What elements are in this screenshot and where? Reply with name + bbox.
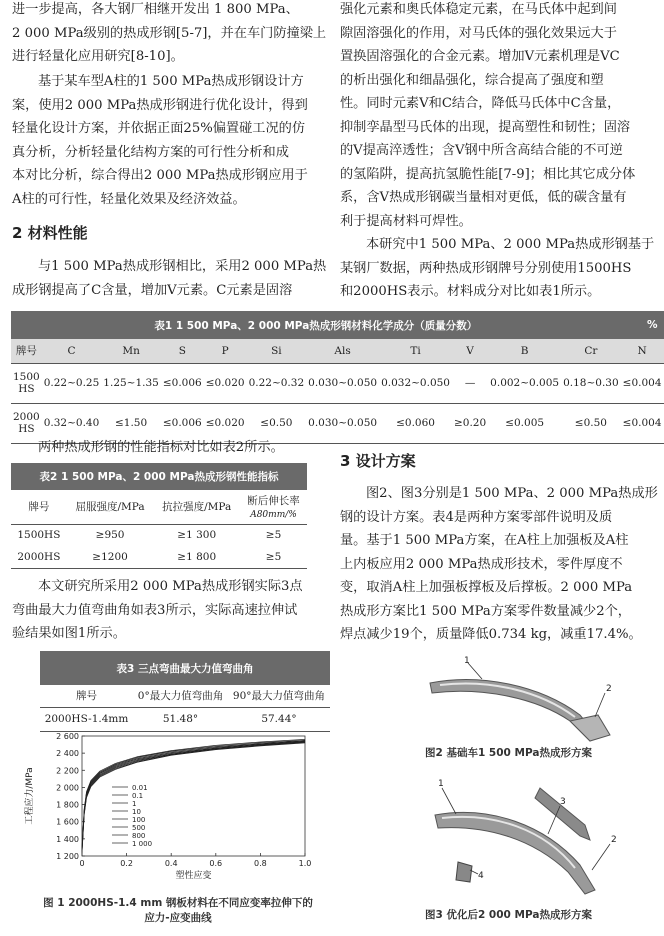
table-1-unit: % (646, 319, 658, 331)
grade-cell: HS (18, 383, 35, 395)
figure-3-a-pillar-illustration (420, 770, 630, 905)
table-cell: ≤0.060 (396, 417, 435, 429)
column-header: N (621, 339, 664, 363)
table-cell: 1.25~1.35 (103, 377, 159, 389)
caption-line: 图 1 2000HS-1.4 mm 钢板材料在不同应变率拉伸下的 (43, 897, 313, 909)
column-header: P (204, 339, 247, 363)
table-cell: ≤0.006 (162, 417, 202, 429)
table-cell: 0.32~0.40 (43, 417, 100, 429)
table-cell: 0.22~0.25 (43, 377, 100, 389)
part-label: 1 (464, 656, 470, 666)
table-cell: ≥0.20 (453, 417, 487, 429)
plot-frame (82, 736, 305, 856)
y-tick-label: 2 000 (56, 783, 79, 793)
text-line: 置换固溶强化的合金元素。增加V元素机理是VC (340, 49, 620, 64)
right-column-paragraph-2 (340, 233, 654, 304)
column-header: V (452, 339, 488, 363)
text-line: 隙固溶强化的作用，对马氏体的强化效果远大于 (340, 25, 617, 41)
text-line: 的析出强化和细晶强化，综合提高了强度和塑 (340, 72, 604, 88)
table-cell: ≤0.004 (622, 417, 662, 429)
x-tick-label: 0.4 (164, 859, 178, 868)
table-row (11, 546, 307, 568)
table2-intro: 两种热成形钢的性能指标对比如表2所示。 (38, 440, 284, 455)
y-tick-label: 1 200 (56, 852, 79, 861)
brace-part (456, 862, 472, 882)
right-column-paragraph (340, 0, 635, 233)
table-cell: 2000HS (17, 550, 61, 563)
column-header: Ti (379, 339, 452, 363)
text-line: 2 000 MPa级别的热成形钢[5-7]，并在车门防撞梁上 (12, 25, 327, 41)
column-header: 牌号 (11, 339, 42, 363)
stress-strain-chart (20, 728, 320, 898)
text-line: 抑制孪晶型马氏体的出现，提高塑性和韧性；固溶 (340, 119, 631, 135)
table-cell: 2000HS-1.4mm (44, 713, 129, 725)
text-line: 基于某车型A柱的1 500 MPa热成形钢设计方 (38, 74, 304, 89)
figure-3-caption: 图3 优化后2 000 MPa热成形方案 (425, 909, 592, 921)
table-cell: 51.48° (162, 713, 199, 725)
legend-label: 1 (132, 800, 137, 808)
grade-cell: 1500 (13, 371, 40, 383)
table-cell: ≥1200 (92, 550, 128, 563)
x-tick-label: 0.2 (120, 859, 133, 868)
y-tick-label: 2 600 (56, 732, 79, 741)
legend-label: 0.01 (132, 784, 148, 792)
table-cell: ≤0.006 (162, 377, 202, 389)
x-tick-label: 0 (79, 859, 85, 868)
text-line: 的V提高淬透性；含V钢中所含高结合能的不可逆 (340, 143, 623, 158)
y-axis-label: 工程应力/MPa (25, 767, 35, 825)
column-header: 屈服强度/MPa (75, 501, 145, 514)
text-line: 验结果如图1所示。 (12, 626, 126, 641)
x-axis-label: 塑性应变 (175, 871, 212, 881)
series-line-100 (82, 742, 305, 851)
text-line: 热成形方案比1 500 MPa方案零件数量减少2个， (340, 603, 631, 619)
table-cell: ≥1 800 (177, 550, 217, 563)
text-line: 钢的设计方案。表4是两种方案零部件说明及质 (340, 509, 613, 525)
legend-label: 500 (132, 824, 146, 832)
table-cell: 0.030~0.050 (308, 417, 378, 429)
column-header-sub: A80mm/% (250, 510, 297, 521)
table-1 (11, 311, 664, 444)
material-paragraph (12, 255, 326, 302)
series-line-10 (82, 741, 305, 850)
leader-line (442, 788, 456, 814)
text-line: 焊点减少19个，质量降低0.734 kg，减重17.4%。 (340, 627, 642, 642)
text-line: 轻量化设计方案，并依据正面25%偏置碰工况的仿 (12, 121, 306, 136)
table-cell: 0.030~0.050 (308, 377, 378, 389)
table-1-caption: 表1 1 500 MPa、2 000 MPa热成形钢材料化学成分（质量分数） (154, 319, 478, 332)
column-header: Als (306, 339, 379, 363)
text-line: 案，使用2 000 MPa热成形钢进行优化设计，得到 (12, 97, 308, 113)
text-line: 本文研究所采用2 000 MPa热成形钢实际3点 (38, 579, 303, 594)
part-label: 3 (560, 797, 566, 807)
table-cell: ≤0.50 (574, 417, 607, 429)
leader-line (595, 693, 605, 717)
column-header: 0°最大力值弯曲角 (137, 690, 224, 703)
text-line: 和2000HS表示。材料成分对比如表1所示。 (340, 284, 601, 299)
section-2-heading: 2 材料性能 (12, 224, 88, 242)
table-cell: 1500HS (17, 529, 61, 542)
column-header: Mn (101, 339, 161, 363)
part-label: 1 (438, 779, 444, 789)
part-label: 2 (606, 684, 612, 694)
y-tick-label: 2 200 (56, 766, 79, 776)
chart-lines (82, 739, 305, 853)
column-header: Cr (561, 339, 621, 363)
table-cell: ≤0.50 (260, 417, 293, 429)
text-line: 本研究中1 500 MPa、2 000 MPa热成形钢基于 (366, 237, 655, 252)
series-line-0.1 (82, 740, 305, 848)
y-tick-label: 1 800 (56, 800, 79, 810)
x-tick-label: 0.8 (254, 859, 267, 868)
table-cell: ≤0.020 (205, 417, 245, 429)
bending-paragraph (12, 575, 303, 646)
text-line: 本对比分析，综合得出2 000 MPa热成形钢应用于 (12, 168, 308, 183)
leader-line (468, 663, 482, 679)
grade-cell: 2000 (13, 411, 40, 423)
text-line: 的氢陷阱，提高抗氢脆性能[7-9]；相比其它成分体 (340, 166, 636, 182)
table-2 (11, 463, 307, 569)
chart-axes (23, 732, 311, 881)
x-tick-label: 1.0 (298, 859, 312, 868)
table-3-caption: 表3 三点弯曲最大力值弯曲角 (116, 662, 254, 675)
table-cell: 0.032~0.050 (381, 377, 450, 389)
column-header: 牌号 (28, 501, 50, 514)
figure-2-caption: 图2 基础车1 500 MPa热成形方案 (425, 747, 592, 759)
text-line: 成形钢提高了C含量，增加V元素。C元素是固溶 (12, 282, 293, 298)
table-cell: ≥950 (95, 529, 125, 542)
part-label: 2 (611, 835, 617, 845)
table-row (11, 524, 307, 546)
column-header: Si (247, 339, 307, 363)
text-line: 量。基于1 500 MPa方案，在A柱上加强板及A柱 (340, 533, 629, 548)
legend-label: 10 (132, 808, 141, 816)
table-cell: ≤0.005 (505, 417, 545, 429)
legend-label: 0.1 (132, 792, 144, 800)
column-header: C (42, 339, 102, 363)
text-line: 真分析，分析轻量化结构方案的可行性分析和成 (12, 144, 289, 160)
y-tick-label: 1 600 (56, 817, 79, 827)
y-tick-label: 2 400 (56, 749, 79, 759)
column-header: 90°最大力值弯曲角 (232, 690, 326, 703)
figure-2-a-pillar-illustration (420, 655, 620, 745)
table-cell: 0.002~0.005 (490, 377, 560, 389)
caption-line: 应力-应变曲线 (144, 912, 212, 924)
text-line: 与1 500 MPa热成形钢相比，采用2 000 MPa热 (38, 259, 327, 274)
table-cell: ≥5 (265, 550, 282, 563)
column-header: 牌号 (76, 690, 97, 703)
section-3-heading: 3 设计方案 (340, 452, 416, 470)
table-cell: ≥1 300 (177, 529, 217, 542)
series-line-1000 (82, 743, 305, 854)
text-line: 利于提高材料可焊性。 (340, 213, 472, 229)
table-cell: ≤1.50 (114, 417, 148, 429)
legend-label: 800 (132, 832, 146, 840)
legend-label: 1 000 (132, 840, 153, 848)
part-label: 4 (478, 871, 484, 881)
table-2-caption: 表2 1 500 MPa、2 000 MPa热成形钢性能指标 (39, 471, 279, 483)
text-line: 某钢厂数据，两种热成形钢牌号分别使用1500HS (340, 260, 632, 276)
text-line: 强化元素和奥氏体稳定元素，在马氏体中起到间 (340, 2, 617, 17)
table-3 (40, 651, 330, 732)
text-line: 系，含V热成形钢碳当量相对更低，低的碳含量有 (340, 190, 627, 205)
table-cell: 0.22~0.32 (248, 377, 305, 389)
table-cell: ≥5 (265, 529, 282, 542)
table-row (11, 363, 664, 403)
text-line: 图2、图3分别是1 500 MPa、2 000 MPa热成形 (366, 486, 658, 501)
text-line: A柱的可行性，轻量化效果及经济效益。 (12, 191, 246, 207)
y-tick-label: 1 400 (56, 834, 79, 844)
series-line-800 (82, 742, 305, 852)
column-header: B (488, 339, 561, 363)
figure-1-caption (28, 895, 328, 925)
table-cell: 57.44° (261, 713, 297, 725)
table-cell: ≤0.004 (622, 377, 662, 389)
table-cell: — (464, 377, 476, 389)
intro-paragraph (12, 0, 326, 69)
text-line: 性。同时元素V和C结合，降低马氏体中C含量， (340, 96, 621, 111)
leader-line (592, 844, 610, 870)
chart-legend (112, 784, 152, 848)
text-line: 进一步提高，各大钢厂相继开发出 1 800 MPa、 (12, 2, 299, 17)
design-background-paragraph (12, 70, 308, 211)
text-line: 进行轻量化应用研究[8-10]。 (12, 49, 184, 64)
x-tick-label: 0.6 (209, 859, 223, 868)
text-line: 弯曲最大力值弯曲角如表3所示，实际高速拉伸试 (12, 602, 298, 618)
legend-label: 100 (132, 816, 146, 824)
grade-cell: HS (18, 423, 35, 435)
design-scheme-paragraph (340, 482, 658, 647)
column-header: S (161, 339, 204, 363)
reinforcement-part (535, 788, 590, 840)
column-header: 断后伸长率 (247, 495, 300, 508)
table-cell: 0.18~0.30 (563, 377, 619, 389)
series-line-0.01 (82, 739, 305, 847)
table-cell: ≤0.020 (205, 377, 245, 389)
text-line: 上内板应用2 000 MPa热成形技术，零件厚度不 (340, 556, 623, 572)
text-line: 变，取消A柱上加强板撑板及后撑板。2 000 MPa (340, 580, 633, 595)
column-header: 抗拉强度/MPa (162, 501, 232, 514)
